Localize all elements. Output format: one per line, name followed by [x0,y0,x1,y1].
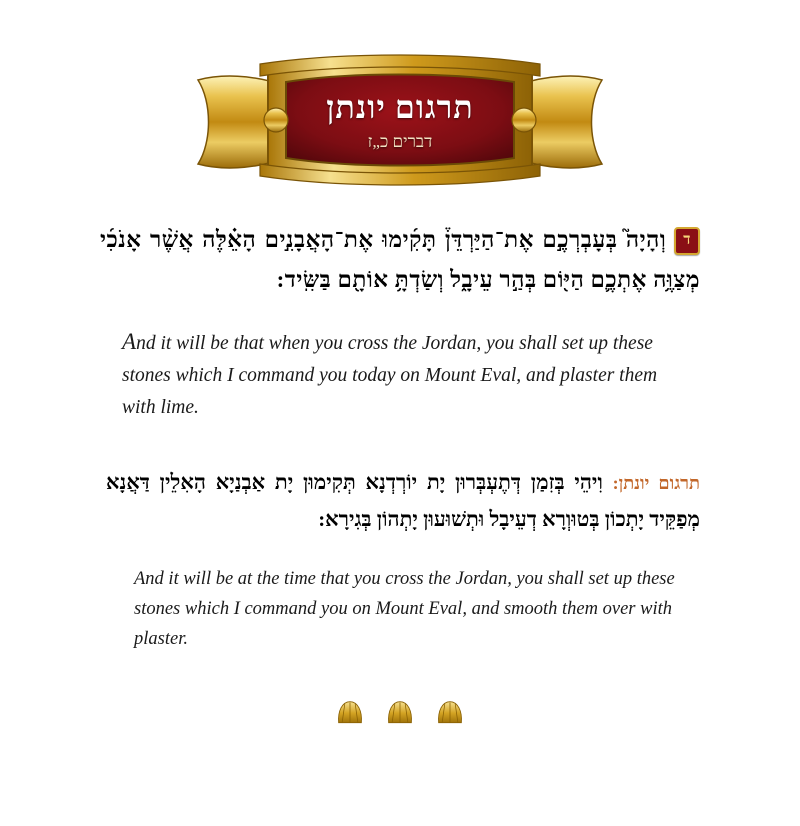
hebrew-verse-text: וְהָיָה֮ בְּעָבְרְכֶ֣ם אֶת־הַיַּרְדֵּן֒ תָּקִ֜ימוּ אֶת־הָאֲבָנִ֣ים הָאֵ֗לֶּה אֲשֶׁ֨ר אָנֹכִ֜י מְצַוֶּ֥ה אֶתְכֶ֛ם הַיּ֖וֹם בְּהַ֣ר עֵיבָ֑ל וְשַׂדְתָּ֥ אוֹתָ֖ם בַּשִּֽׂיד: [100,227,700,292]
targum-aramaic-text: וִיהֵי בְּזִמַן דְּתֶעְבְּרוּן יָת יוֹרְדְנָא תְּקִימוּן יָת אַבְנַיָא הָאִלֵין דַּאֲנָא מְפַקֵּיד יָתְכוֹן בְּטוּוְרָא דְעֵיבָל וּתְשׁוּעוּן יָתְהוֹן בְּגִירָא: [106,469,700,532]
english-dropcap: A [122,329,137,355]
scroll-banner [190,46,610,194]
hebrew-verse-paragraph [100,220,700,299]
english-verse-text: nd it will be that when you cross the Jordan, you shall set up these stones which I command you today on Mount Eval, and plaster them with lime. [122,333,658,418]
shell-ornament-icon [386,699,414,727]
verse-number-badge: ד [674,227,700,255]
english-translation-targum: And it will be at the time that you cross the Jordan, you shall set up these stones which I command you on Mount Eval, and smooth them over with plaster. [134,569,675,650]
banner-subtitle: דברים כ„ז [367,132,433,152]
scroll-banner-icon [190,46,610,194]
shell-ornament-icon [336,699,364,727]
banner-title: תרגום יונתן [326,88,474,125]
document-content [100,194,700,727]
targum-label: תרגום יונתן: [612,472,701,493]
banner-container [0,0,800,194]
english-translation-verse [100,323,700,423]
targum-paragraph [100,464,700,540]
footer-ornaments [100,699,700,727]
shell-ornament-icon [436,699,464,727]
